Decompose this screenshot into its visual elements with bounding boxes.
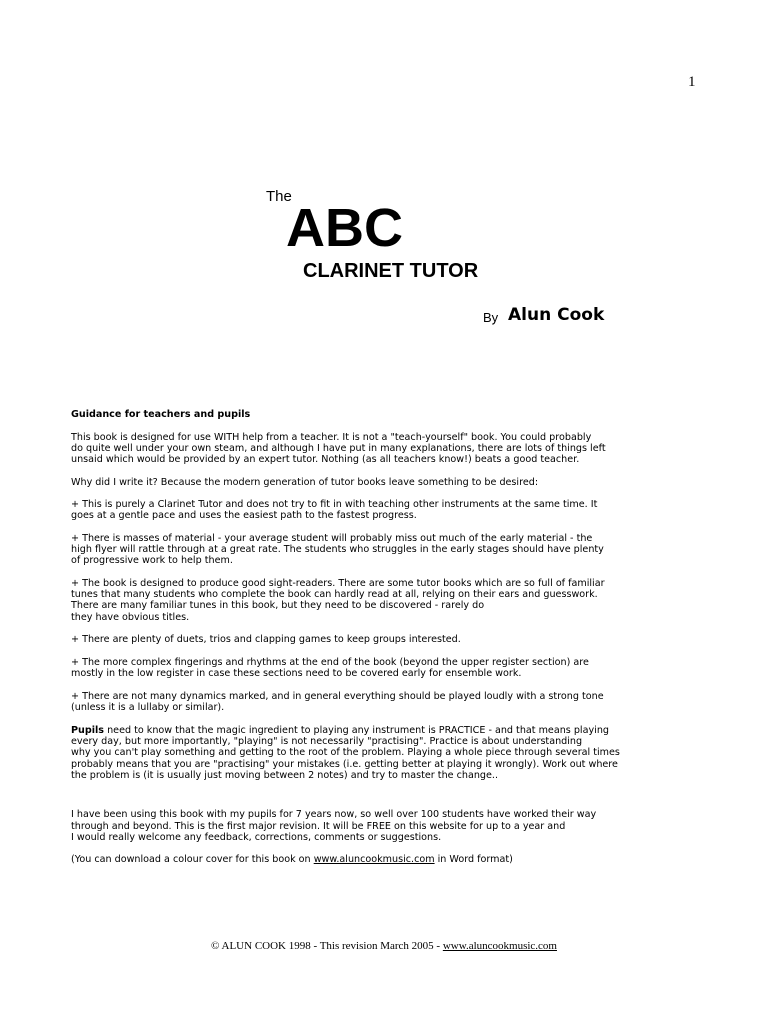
point-paragraph: + There are not many dynamics marked, and in general everything should be played loudly with a strong tone (unless it is a lullaby or similar). — [71, 690, 604, 713]
pupils-paragraph — [71, 725, 671, 781]
guidance-section — [71, 409, 671, 877]
title-the: The — [266, 188, 292, 205]
footer-copyright: © ALUN COOK 1998 - This revision March 2005 - — [211, 940, 443, 952]
author-name: Alun Cook — [508, 305, 605, 325]
point-paragraph: + There is masses of material - your average student will probably miss out much of the early material - the high flyer will rattle through at a great rate. The students who struggles in the early stages should have plenty of progressive work to help them. — [71, 532, 604, 567]
pupils-text: need to know that the magic ingredient to playing any instrument is PRACTICE - and that means playing every day, but more importantly, "playing" is not necessarily "practising". Practice is about understanding why you can't play something and getting to the root of the problem. Playing a whole piece through several times probably means that you are "practising" your mistakes (i.e. getting better at playing it wrongly). Work out where the problem is (it is usually just moving between 2 notes) and try to master the change.. — [71, 724, 620, 781]
title-abc: ABC — [286, 198, 403, 258]
download-text-after: in Word format) — [434, 854, 513, 866]
pupils-label: Pupils — [71, 724, 105, 736]
download-link[interactable]: www.aluncookmusic.com — [313, 854, 435, 866]
page-footer — [0, 940, 768, 952]
point-paragraph: + The more complex fingerings and rhythms at the end of the book (beyond the upper register section) are mostly in the low register in case these sections need to be covered early for ensemble work. — [71, 656, 589, 679]
point-paragraph: + This is purely a Clarinet Tutor and does not try to fit in with teaching other instruments at the same time. It goes at a gentle pace and uses the easiest path to the fastest progress. — [71, 499, 598, 522]
why-paragraph: Why did I write it? Because the modern generation of tutor books leave something to be desired: — [71, 476, 539, 488]
page-number: 1 — [688, 74, 696, 90]
download-paragraph — [71, 854, 671, 865]
experience-paragraph: I have been using this book with my pupils for 7 years now, so well over 100 students have worked their way through and beyond. This is the first major revision. It will be FREE on this website for up to a year and I would really welcome any feedback, corrections, comments or suggestions. — [71, 809, 597, 843]
intro-paragraph: This book is designed for use WITH help from a teacher. It is not a "teach-yourself" book. You could probably do quite well under your own steam, and although I have put in many explanations, there are lots of things left unsaid which would be provided by an expert tutor. Nothing (as all teachers know!) beats a good teacher. — [71, 431, 606, 465]
point-paragraph: + The book is designed to produce good sight-readers. There are some tutor books which are so full of familiar tunes that many students who complete the book can hardly read at all, relying on their ears and guesswork. There are many familiar tunes in this book, but they need to be discovered - rarely do they have obvious titles. — [71, 577, 605, 623]
section-heading: Guidance for teachers and pupils — [71, 409, 251, 420]
by-label: By — [483, 310, 499, 325]
download-text-before: (You can download a colour cover for this book on — [71, 854, 314, 866]
title-subtitle: CLARINET TUTOR — [303, 260, 479, 282]
footer-link[interactable]: www.aluncookmusic.com — [442, 940, 557, 952]
point-paragraph: + There are plenty of duets, trios and clapping games to keep groups interested. — [71, 634, 461, 646]
